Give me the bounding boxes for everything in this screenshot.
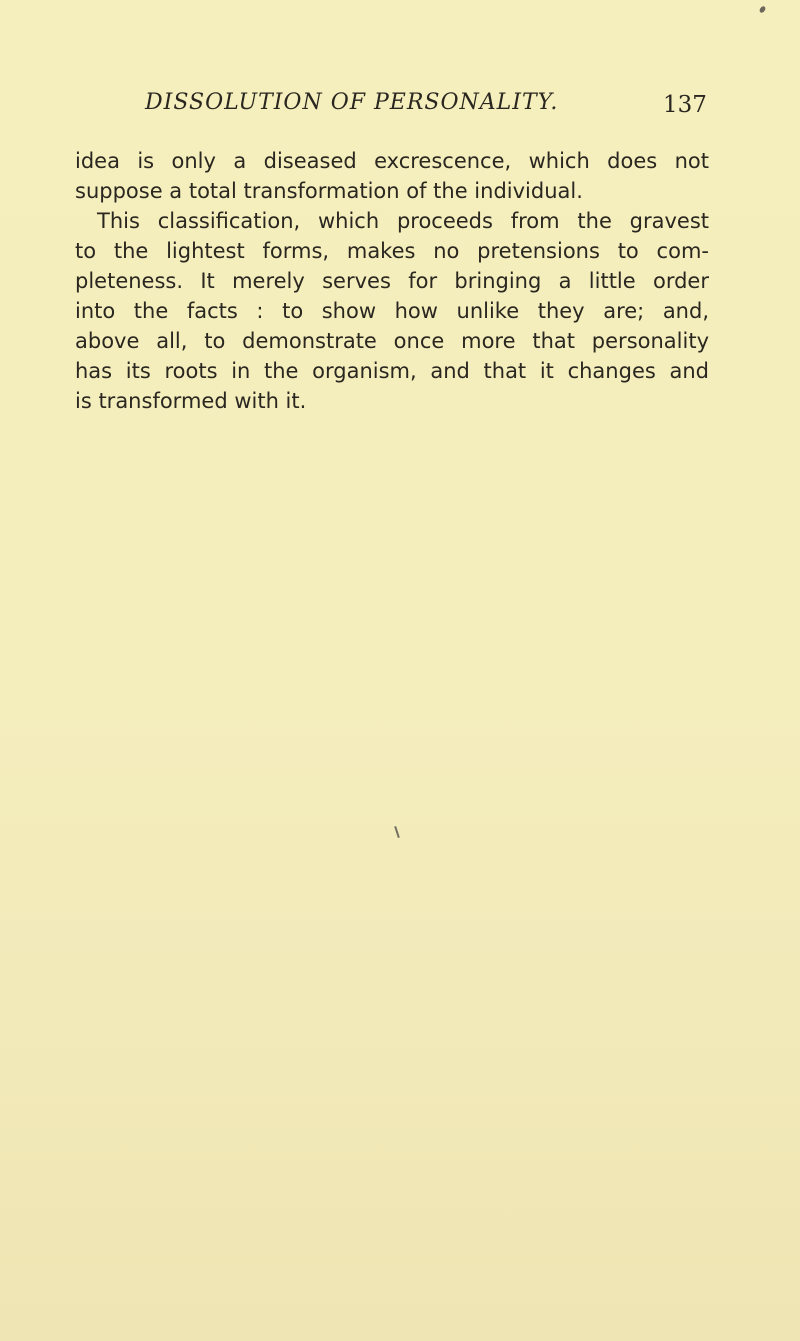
ink-speck (758, 5, 766, 14)
paragraph-1 (75, 146, 709, 206)
text-line: is transformed with it. (75, 389, 307, 413)
text-line: pleteness. It merely serves for bringing a little order (75, 269, 709, 293)
text-line: to the lightest forms, makes no pretensions to com- (75, 239, 709, 263)
paper-speck (394, 826, 400, 838)
running-title: DISSOLUTION OF PERSONALITY. (145, 90, 559, 115)
paragraph-2 (75, 206, 709, 416)
text-line: has its roots in the organism, and that it changes and (75, 359, 709, 383)
text-line: suppose a total transformation of the individual. (75, 179, 583, 203)
page-number: 137 (663, 92, 707, 118)
text-line: idea is only a diseased excrescence, which does not (75, 149, 709, 173)
running-head (0, 90, 800, 120)
text-line: above all, to demonstrate once more that personality (75, 329, 709, 353)
body-text (75, 146, 709, 416)
text-line: into the facts : to show how unlike they are; and, (75, 299, 709, 323)
text-line: This classification, which proceeds from the gravest (97, 209, 709, 233)
